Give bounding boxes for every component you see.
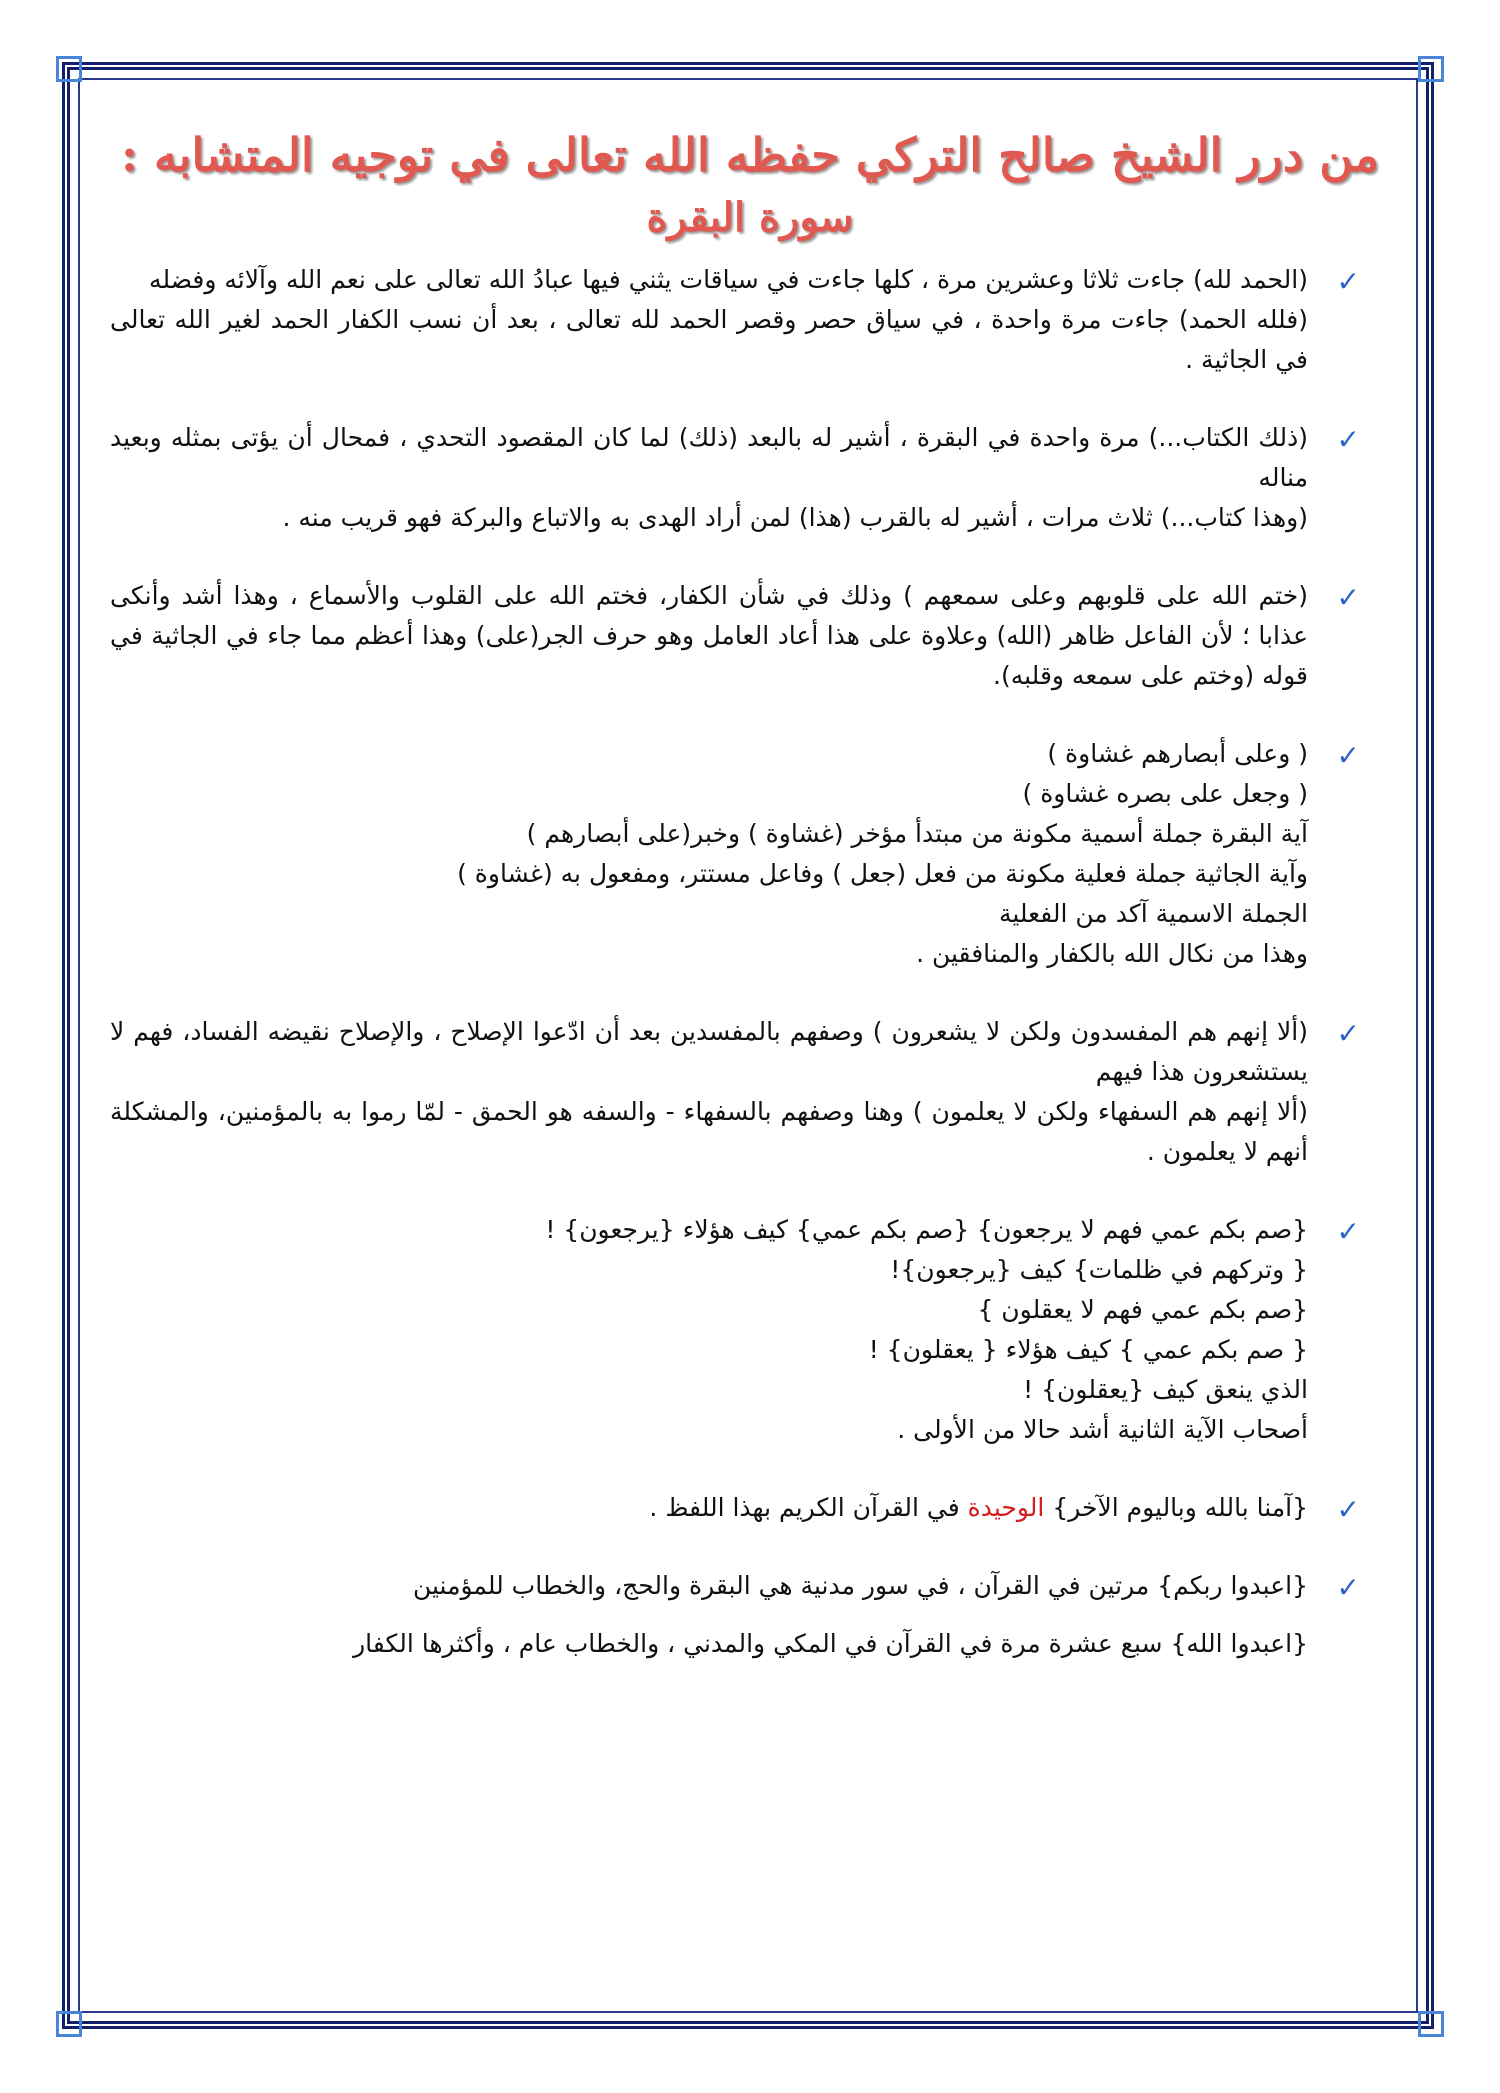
item-line: (فلله الحمد) جاءت مرة واحدة ، في سياق حصر وقصر الحمد لله تعالى ، بعد أن نسب الكفار الحمد لغير الله تعالى في الجاثية . [110, 305, 1308, 374]
item-text: {آمنا بالله وباليوم الآخر} [1044, 1493, 1308, 1522]
checkmark-icon: ✓ [1336, 739, 1360, 772]
item-line: {اعبدوا الله} سبع عشرة مرة في القرآن في المكي والمدني ، والخطاب عام ، وأكثرها الكفار [353, 1629, 1308, 1658]
item-line: { وتركهم في ظلمات} كيف {يرجعون}! [890, 1255, 1308, 1284]
corner-ornament-icon [1418, 2011, 1444, 2037]
item-line: (ختم الله على قلوبهم وعلى سمعهم ) وذلك في شأن الكفار، فختم الله على القلوب والأسماع ، وهذا أشد وأنكى عذابا ؛ لأن الفاعل ظاهر (الله) وعلاوة على هذا أعاد العامل وهو حرف الجر(على) وهذا أعظم مما جاء في الجاثية في قوله (وختم على سمعه وقلبه). [110, 581, 1308, 690]
item-line: (الحمد لله) جاءت ثلاثا وعشرين مرة ، كلها جاءت في سياقات يثني فيها عبادُ الله تعالى على نعم الله وآلائه وفضله [149, 265, 1308, 294]
list-item [110, 734, 1360, 974]
list-item [110, 1012, 1360, 1172]
checkmark-icon: ✓ [1336, 1493, 1360, 1526]
item-line: (ألا إنهم هم السفهاء ولكن لا يعلمون ) وهنا وصفهم بالسفهاء - والسفه هو الحمق - لمّا رموا به بالمؤمنين، والمشكلة أنهم لا يعلمون . [110, 1097, 1308, 1166]
item-line: أصحاب الآية الثانية أشد حالا من الأولى . [897, 1415, 1308, 1444]
corner-ornament-icon [1418, 56, 1444, 82]
item-line: الذي ينعق كيف {يعقلون} ! [1023, 1375, 1308, 1404]
item-line: ( وجعل على بصره غشاوة ) [1022, 779, 1308, 808]
checkmark-icon: ✓ [1336, 423, 1360, 456]
list-item [110, 1210, 1360, 1450]
list-item [110, 1488, 1360, 1528]
item-line: وهذا من نكال الله بالكفار والمنافقين . [916, 939, 1308, 968]
item-line: (ذلك الكتاب...) مرة واحدة في البقرة ، أشير له بالبعد (ذلك) لما كان المقصود التحدي ، فمحال أن يؤتى بمثله وبعيد مناله [110, 423, 1308, 492]
list-item [110, 1566, 1360, 1664]
item-line: وآية الجاثية جملة فعلية مكونة من فعل (جعل ) وفاعل مستتر، ومفعول به (غشاوة ) [457, 859, 1308, 888]
item-line: ( وعلى أبصارهم غشاوة ) [1047, 739, 1308, 768]
item-line: {اعبدوا ربكم} مرتين في القرآن ، في سور مدنية هي البقرة والحج، والخطاب للمؤمنين [412, 1571, 1308, 1600]
list-item [110, 576, 1360, 696]
checkmark-icon: ✓ [1336, 1215, 1360, 1248]
checkmark-icon: ✓ [1336, 1017, 1360, 1050]
item-line: {صم بكم عمي فهم لا يعقلون } [977, 1295, 1308, 1324]
item-line: (وهذا كتاب...) ثلاث مرات ، أشير له بالقرب (هذا) لمن أراد الهدى به والاتباع والبركة فهو قريب منه . [282, 503, 1308, 532]
list-item [110, 418, 1360, 538]
checkmark-icon: ✓ [1336, 581, 1360, 614]
item-line: (ألا إنهم هم المفسدون ولكن لا يشعرون ) وصفهم بالمفسدين بعد أن ادّعوا الإصلاح ، والإصلاح نقيضه الفساد، فهم لا يستشعرون هذا فيهم [110, 1017, 1308, 1086]
list-item [110, 260, 1360, 380]
corner-ornament-icon [56, 2011, 82, 2037]
page-title: من درر الشيخ صالح التركي حفظه الله تعالى في توجيه المتشابه : [120, 128, 1379, 182]
item-line: آية البقرة جملة أسمية مكونة من مبتدأ مؤخر (غشاوة ) وخبر(على أبصارهم ) [526, 819, 1308, 848]
checkmark-icon: ✓ [1336, 1571, 1360, 1604]
document-body [110, 110, 1390, 2010]
checkmark-icon: ✓ [1336, 265, 1360, 298]
item-text: في القرآن الكريم بهذا اللفظ . [649, 1493, 968, 1522]
page-subtitle: سورة البقرة [646, 194, 854, 241]
item-line: {صم بكم عمي فهم لا يرجعون} {صم بكم عمي} كيف هؤلاء {يرجعون} ! [545, 1215, 1308, 1244]
item-line: الجملة الاسمية آكد من الفعلية [998, 899, 1308, 928]
item-line: { صم بكم عمي } كيف هؤلاء { يعقلون} ! [868, 1335, 1308, 1364]
item-line [110, 1488, 1308, 1528]
corner-ornament-icon [56, 56, 82, 82]
highlighted-word: الوحيدة [967, 1493, 1045, 1522]
